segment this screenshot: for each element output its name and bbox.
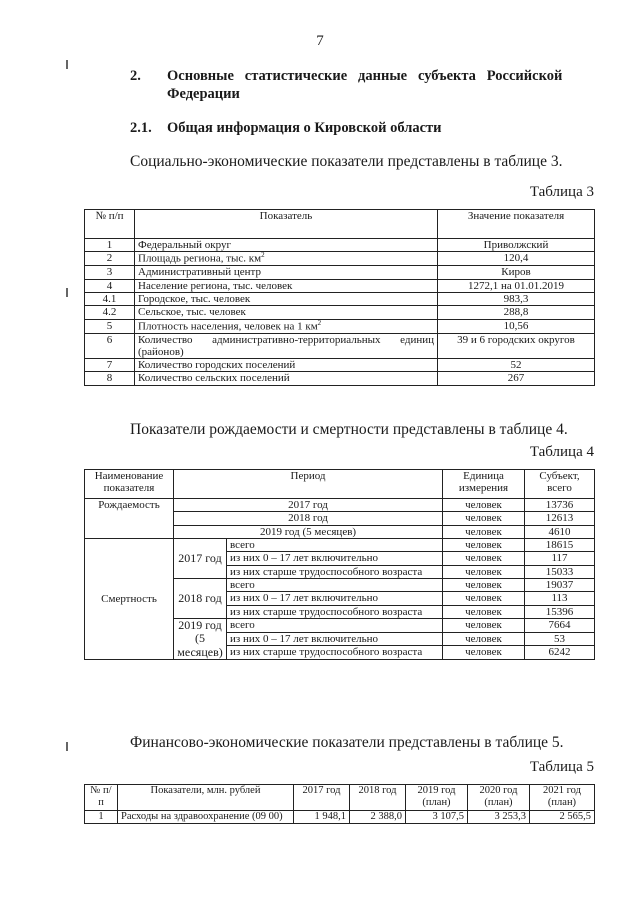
table3-cell-indicator [135, 239, 438, 252]
table4-death-desc: всего [227, 538, 443, 551]
table3-cell-value: 10,56 [438, 319, 595, 333]
table3-cell-value: 120,4 [438, 252, 595, 266]
table3-body [85, 239, 595, 386]
table4-death-label: Смертность [85, 538, 174, 659]
table4-header-row [85, 470, 595, 499]
table4-birth-unit: человек [443, 512, 525, 525]
table5-header-2017: 2017 год [294, 785, 350, 811]
table4-death-desc: из них старше трудоспособного возраста [227, 646, 443, 660]
table3-indicator-text: Административный центр [138, 266, 261, 279]
table3-indicator-superscript: 2 [261, 251, 265, 260]
table5-header-2021: 2021 год (план) [530, 785, 595, 811]
table4-label: Таблица 4 [529, 444, 594, 460]
table3-header-indicator: Показатель [135, 210, 438, 239]
table4-death-unit: человек [443, 592, 525, 605]
table3-cell-number: 4.2 [85, 306, 135, 319]
table3-cell-value: 267 [438, 372, 595, 385]
table3-indicator-text: Городское, тыс. человек [138, 292, 251, 305]
table3-cell-indicator [135, 306, 438, 319]
table5-header-indicator: Показатели, млн. рублей [118, 785, 294, 811]
paragraph-table3-intro: Социально-экономические показатели представлены в таблице 3. [130, 153, 563, 170]
table5-row [85, 811, 595, 824]
table3-row [85, 333, 595, 359]
table4-header-period: Период [174, 470, 443, 499]
table4-death-unit: человек [443, 605, 525, 618]
table4-death-value: 7664 [525, 618, 595, 632]
table3-row [85, 252, 595, 266]
table3-indicator-text: Количество сельских поселений [138, 372, 290, 385]
table4-death-value: 19037 [525, 578, 595, 591]
table3-row [85, 266, 595, 279]
table4-death-value: 15033 [525, 565, 595, 578]
table4-death-unit: человек [443, 632, 525, 646]
table3-cell-number: 5 [85, 319, 135, 333]
table4-birth-value: 13736 [525, 499, 595, 512]
table3 [84, 209, 595, 386]
table5-cell-number: 1 [85, 811, 118, 824]
table4-death-row [85, 538, 595, 551]
table5-cell-value: 2 388,0 [350, 811, 406, 824]
scan-mark [66, 60, 68, 69]
table5-cell-value: 2 565,5 [530, 811, 595, 824]
table3-header-value: Значение показателя [438, 210, 595, 239]
table3-row [85, 319, 595, 333]
table4-birth-period: 2019 год (5 месяцев) [174, 525, 443, 538]
table3-row [85, 279, 595, 292]
table4-death-desc: из них 0 – 17 лет включительно [227, 552, 443, 565]
section-title-line2: Федерации [167, 86, 240, 102]
table3-row [85, 306, 595, 319]
table5 [84, 784, 595, 824]
table4-death-desc: всего [227, 578, 443, 591]
table4-death-desc: из них 0 – 17 лет включительно [227, 632, 443, 646]
table3-indicator-superscript: 2 [317, 318, 322, 327]
table4-death-unit: человек [443, 552, 525, 565]
table4-birth-unit: человек [443, 499, 525, 512]
table5-header-2019: 2019 год (план) [406, 785, 468, 811]
table3-cell-number: 2 [85, 252, 135, 266]
table3-cell-value: 288,8 [438, 306, 595, 319]
table3-cell-indicator [135, 333, 438, 359]
table3-label: Таблица 3 [529, 184, 594, 200]
table4-birth-value: 4610 [525, 525, 595, 538]
section-title-line1: Основные статистические данные субъекта Российской [167, 68, 563, 84]
table3-cell-number: 8 [85, 372, 135, 385]
table3-cell-indicator [135, 266, 438, 279]
table4-death-desc: всего [227, 618, 443, 632]
table3-row [85, 292, 595, 305]
table4-death-desc: из них старше трудоспособного возраста [227, 565, 443, 578]
table3-cell-number: 4 [85, 279, 135, 292]
table4-birth-row [85, 499, 595, 512]
table3-cell-indicator [135, 279, 438, 292]
table4-death-desc: из них старше трудоспособного возраста [227, 605, 443, 618]
table3-cell-value: Киров [438, 266, 595, 279]
scan-mark [66, 288, 68, 297]
table4-death-value: 117 [525, 552, 595, 565]
table5-label: Таблица 5 [529, 759, 594, 775]
table4-death-unit: человек [443, 565, 525, 578]
table5-cell-indicator: Расходы на здравоохранение (09 00) [118, 811, 294, 824]
table4-body [85, 470, 595, 660]
table3-cell-indicator [135, 359, 438, 372]
table4-birth-period: 2018 год [174, 512, 443, 525]
table3-cell-value: 39 и 6 городских округов [438, 333, 595, 359]
table3-cell-value: 983,3 [438, 292, 595, 305]
table4-death-unit: человек [443, 618, 525, 632]
table3-cell-value: 1272,1 на 01.01.2019 [438, 279, 595, 292]
table4-death-unit: человек [443, 538, 525, 551]
table5-header-number: № п/п [85, 785, 118, 811]
table3-cell-number: 4.1 [85, 292, 135, 305]
table4-birth-label: Рождаемость [85, 499, 174, 539]
table4-birth-period: 2017 год [174, 499, 443, 512]
table4-death-period: 2019 год (5 месяцев) [174, 618, 227, 659]
table4-header-name: Наименование показателя [85, 470, 174, 499]
table4-death-value: 15396 [525, 605, 595, 618]
table5-cell-value: 1 948,1 [294, 811, 350, 824]
table3-cell-indicator [135, 292, 438, 305]
subsection-title: Общая информация о Кировской области [167, 120, 442, 136]
table3-cell-number: 3 [85, 266, 135, 279]
table3-cell-number: 1 [85, 239, 135, 252]
table4-death-unit: человек [443, 578, 525, 591]
table3-row [85, 372, 595, 385]
table4-header-total: Субъект, всего [525, 470, 595, 499]
page-number: 7 [316, 33, 324, 49]
section-number: 2. [130, 68, 141, 84]
table4-death-period: 2018 год [174, 578, 227, 618]
table3-cell-number: 6 [85, 333, 135, 359]
table3-indicator-text: Количество административно-территориальных единиц (районов) [138, 333, 434, 358]
table5-header-2018: 2018 год [350, 785, 406, 811]
table3-cell-indicator [135, 372, 438, 385]
table3-header-number: № п/п [85, 210, 135, 239]
scan-mark [66, 742, 68, 751]
table4-death-value: 18615 [525, 538, 595, 551]
table3-cell-indicator [135, 252, 438, 266]
table5-cell-value: 3 107,5 [406, 811, 468, 824]
table3-indicator-text: Плотность населения, человек на 1 км [138, 320, 318, 333]
table4-death-unit: человек [443, 646, 525, 660]
table3-row [85, 239, 595, 252]
table3-cell-value: 52 [438, 359, 595, 372]
table3-indicator-text: Федеральный округ [138, 239, 232, 251]
table3-indicator-text: Количество городских поселений [138, 359, 296, 372]
table5-header-2020: 2020 год (план) [468, 785, 530, 811]
table4-death-period: 2017 год [174, 538, 227, 578]
table3-cell-value: Приволжский [438, 239, 595, 252]
paragraph-table4-intro: Показатели рождаемости и смертности представлены в таблице 4. [130, 421, 568, 438]
table4-death-desc: из них 0 – 17 лет включительно [227, 592, 443, 605]
table3-indicator-text: Население региона, тыс. человек [138, 279, 293, 292]
paragraph-table5-intro: Финансово-экономические показатели представлены в таблице 5. [130, 734, 564, 751]
table4-birth-value: 12613 [525, 512, 595, 525]
subsection-number: 2.1. [130, 120, 152, 136]
table3-indicator-text: Площадь региона, тыс. км [138, 252, 262, 265]
table4 [84, 469, 595, 660]
table4-header-unit: Единица измерения [443, 470, 525, 499]
table4-death-value: 6242 [525, 646, 595, 660]
table5-cell-value: 3 253,3 [468, 811, 530, 824]
table3-cell-indicator [135, 319, 438, 333]
table4-death-value: 53 [525, 632, 595, 646]
table3-indicator-text: Сельское, тыс. человек [138, 306, 246, 319]
table4-death-value: 113 [525, 592, 595, 605]
table3-row [85, 359, 595, 372]
table3-cell-number: 7 [85, 359, 135, 372]
table5-body [85, 811, 595, 824]
table4-birth-unit: человек [443, 525, 525, 538]
